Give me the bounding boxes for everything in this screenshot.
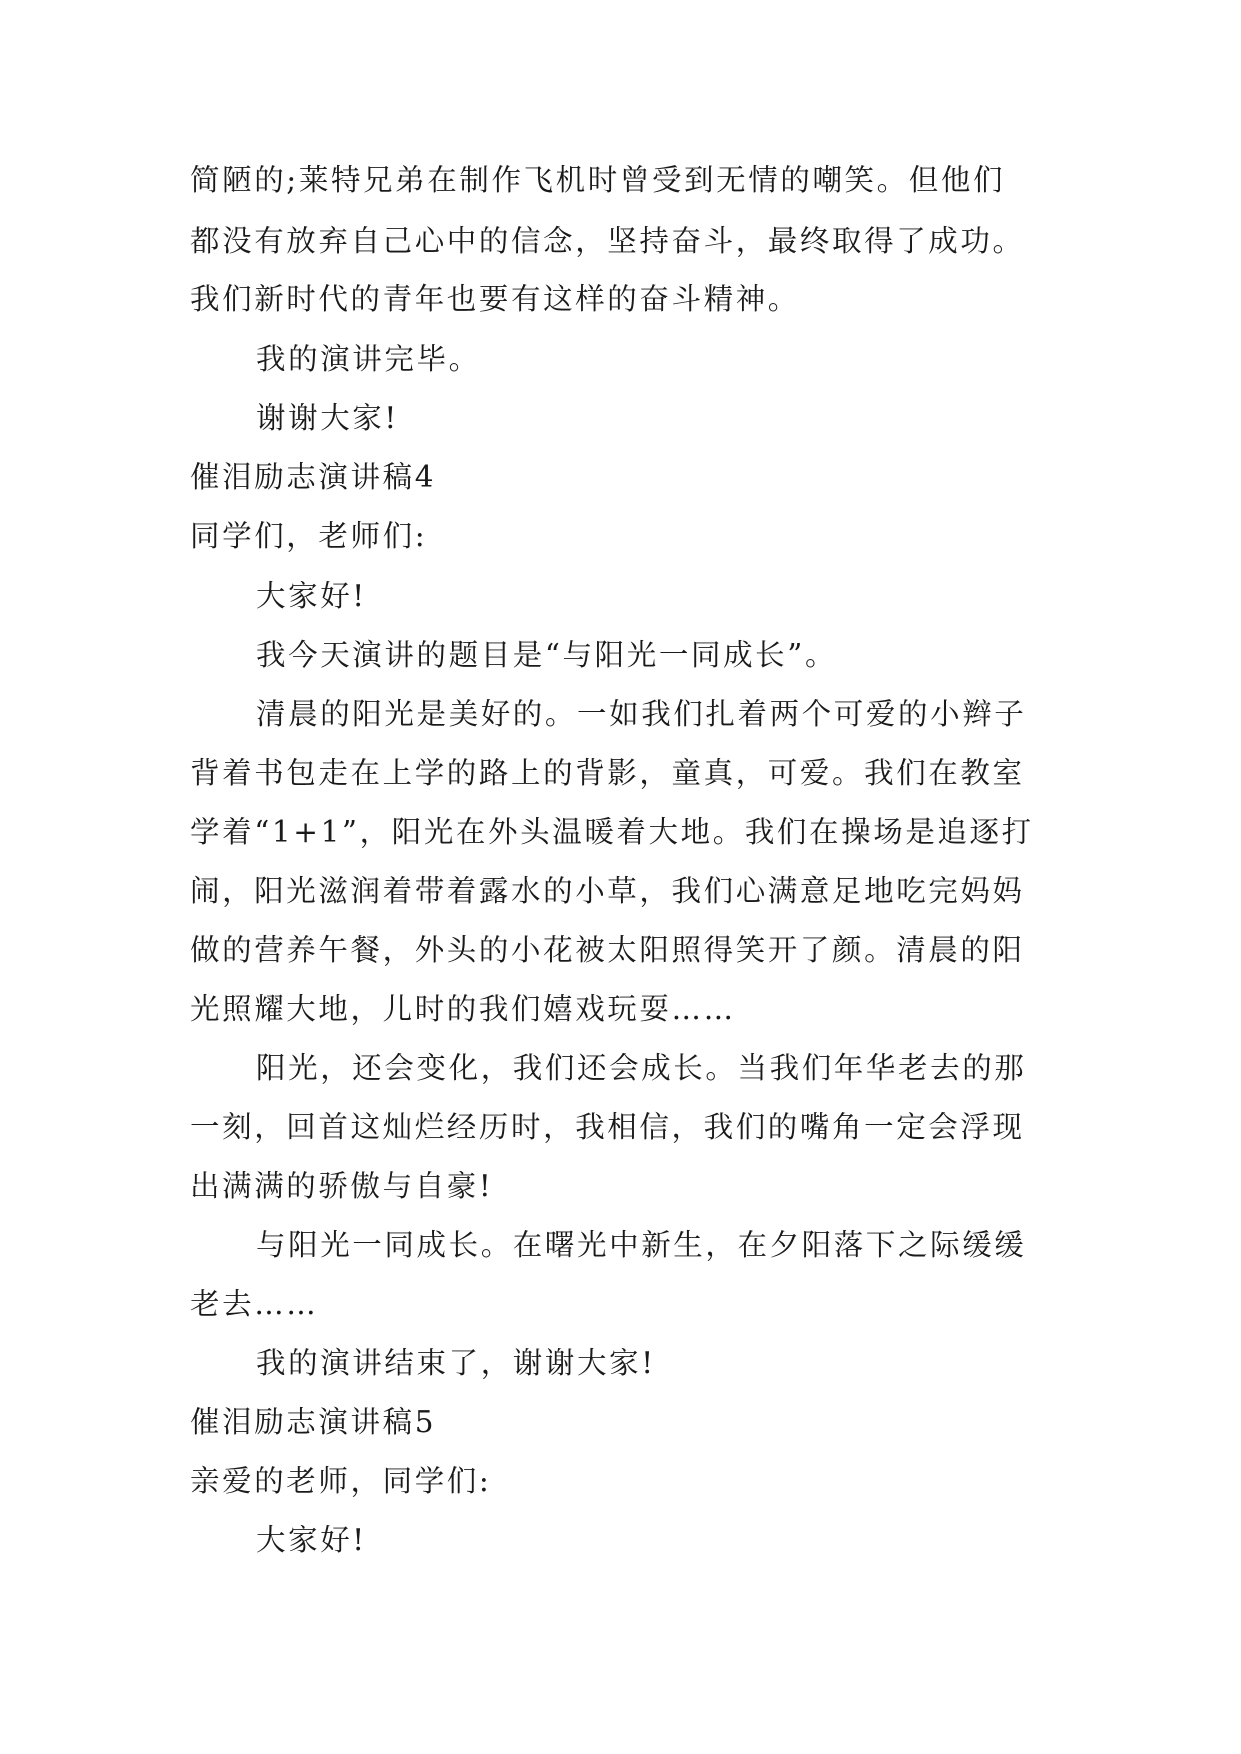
body-line: 老去…… [190, 1287, 319, 1321]
body-line: 出满满的骄傲与自豪! [190, 1169, 494, 1203]
salutation: 同学们，老师们: [190, 519, 428, 553]
body-line: 都没有放弃自己心中的信念，坚持奋斗，最终取得了成功。 [190, 224, 1025, 258]
section-heading: 催泪励志演讲稿4 [190, 460, 437, 494]
body-line: 清晨的阳光是美好的。一如我们扎着两个可爱的小辫子 [256, 697, 1027, 731]
body-line: 光照耀大地，儿时的我们嬉戏玩耍…… [190, 992, 736, 1026]
body-line: 简陋的;莱特兄弟在制作飞机时曾受到无情的嘲笑。但他们 [190, 163, 1006, 197]
section-heading: 催泪励志演讲稿5 [190, 1405, 437, 1439]
salutation: 亲爱的老师，同学们: [190, 1464, 492, 1498]
body-line: 我今天演讲的题目是“与阳光一同成长”。 [256, 638, 838, 672]
body-line: 与阳光一同成长。在曙光中新生，在夕阳落下之际缓缓 [256, 1228, 1027, 1262]
body-line: 我的演讲结束了，谢谢大家! [256, 1346, 656, 1380]
body-line: 大家好! [256, 1523, 367, 1557]
body-line: 阳光，还会变化，我们还会成长。当我们年华老去的那 [256, 1051, 1027, 1085]
body-line: 背着书包走在上学的路上的背影，童真，可爱。我们在教室 [190, 756, 1025, 790]
body-line: 闹，阳光滋润着带着露水的小草，我们心满意足地吃完妈妈 [190, 874, 1025, 908]
body-line: 我们新时代的青年也要有这样的奋斗精神。 [190, 282, 800, 316]
body-line: 做的营养午餐，外头的小花被太阳照得笑开了颜。清晨的阳 [190, 933, 1025, 967]
body-line: 学着“1+1”，阳光在外头温暖着大地。我们在操场是追逐打 [190, 815, 1034, 849]
body-line: 一刻，回首这灿烂经历时，我相信，我们的嘴角一定会浮现 [190, 1110, 1025, 1144]
body-line: 谢谢大家! [256, 401, 399, 435]
body-line: 我的演讲完毕。 [256, 342, 481, 376]
body-line: 大家好! [256, 579, 367, 613]
